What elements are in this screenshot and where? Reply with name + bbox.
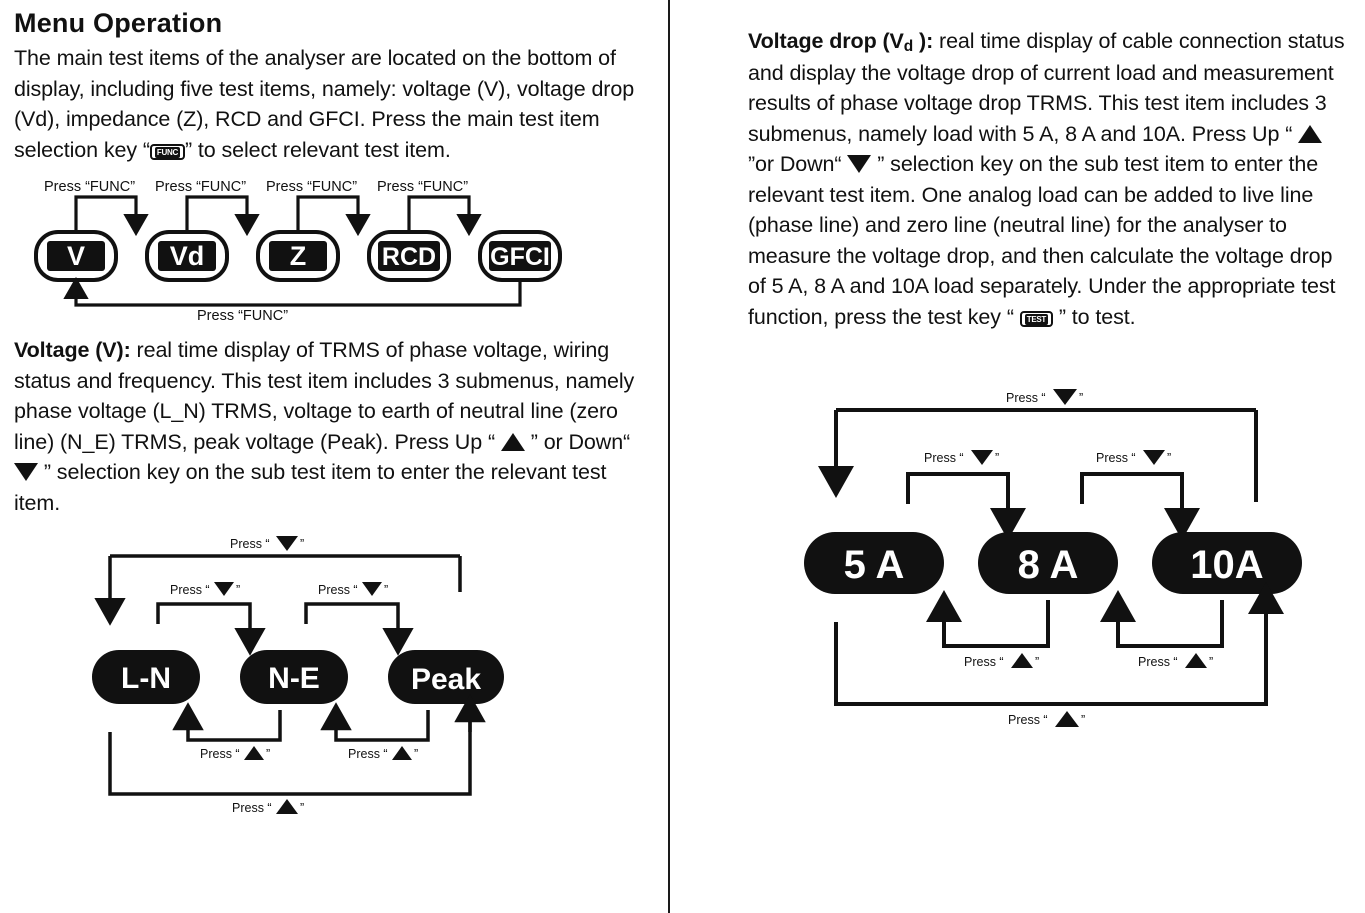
main-menu-diagram-svg [14, 177, 614, 327]
voltage-diagram-label-2-quote: ” [384, 583, 389, 598]
main-menu-node-gfci [480, 232, 560, 280]
main-menu-node-label: V [66, 241, 86, 272]
voltage-diagram-label-4-quote: ” [414, 747, 419, 762]
down-arrow-icon [276, 536, 298, 551]
load-diagram-label-1: Press “ [924, 451, 964, 466]
voltage-diagram-label-3: Press “ [200, 747, 240, 762]
voltage-drop-text-4: ” to test. [1053, 304, 1136, 329]
load-diagram-label-3-quote: ” [1035, 655, 1040, 670]
load-diagram-label-bottom-quote: ” [1081, 713, 1086, 728]
voltage-paragraph-text-3: ” selection key on the sub test item to enter the relevant test item. [14, 460, 607, 515]
up-arrow-icon [1185, 653, 1207, 668]
up-arrow-icon [276, 799, 298, 814]
main-menu-node-v [36, 232, 116, 280]
down-arrow-icon [362, 582, 382, 596]
up-arrow-icon [1055, 711, 1079, 727]
voltage-node-label: L-N [121, 662, 171, 696]
intro-paragraph [14, 43, 654, 165]
down-arrow-icon [1053, 389, 1077, 405]
voltage-heading: Voltage (V): [14, 338, 131, 363]
func-key-label: FUNC [156, 147, 178, 157]
test-key-icon [1020, 311, 1053, 327]
up-arrow-icon [501, 433, 525, 451]
main-menu-top-label-2: Press “FUNC” [155, 179, 247, 196]
func-key-icon [150, 144, 185, 160]
main-menu-node-label: Vd [169, 241, 205, 272]
down-arrow-icon [14, 463, 38, 481]
right-column [748, 0, 1348, 744]
voltage-submenu-diagram [80, 532, 654, 822]
load-node-10a [1152, 532, 1302, 594]
page-title: Menu Operation [14, 8, 223, 38]
voltage-paragraph-text-1: real time display of TRMS of phase voltage, wiring status and frequency. This test item includes 3 submenus, namely phase voltage (L_N) TRMS, voltage to earth of neutral line (zero line) (N_E) TRMS, peak voltage (Peak). Press Up “ [14, 338, 635, 454]
load-diagram-label-4: Press “ [1138, 655, 1178, 670]
load-node-8a [978, 532, 1118, 594]
voltage-drop-text-3: ” selection key on the sub test item to enter the relevant test item. One analog load can be added to live line (phase line) and zero line (neutral line) for the analyser to measure the voltage drop, and then calculate the voltage drop of 5 A, 8 A and 10A load separately. Under the appropriate test function, press the test key “ [748, 152, 1336, 329]
voltage-node-label: Peak [410, 663, 482, 697]
main-menu-node-vd [147, 232, 227, 280]
voltage-paragraph [14, 335, 654, 518]
voltage-diagram-label-bottom: Press “ [232, 801, 272, 816]
voltage-drop-text-1: real time display of cable connection status and display the voltage drop of current load and measurement results of phase voltage drop TRMS. This test item includes 3 submenus, namely load with 5 A, 8 A and 10A. Press Up “ [748, 29, 1345, 146]
voltage-node-ne [240, 650, 348, 704]
load-diagram-label-top: Press “ [1006, 391, 1046, 406]
voltage-diagram-label-4: Press “ [348, 747, 388, 762]
down-arrow-icon [214, 582, 234, 596]
voltage-diagram-label-1: Press “ [170, 583, 210, 598]
column-divider [668, 0, 670, 913]
voltage-diagram-label-1-quote: ” [236, 583, 241, 598]
voltage-diagram-label-top-quote: ” [300, 537, 305, 552]
up-arrow-icon [1298, 125, 1322, 143]
voltage-submenu-diagram-svg [80, 532, 550, 822]
up-arrow-icon [392, 746, 412, 760]
main-menu-node-rcd [369, 232, 449, 280]
main-menu-top-label-4: Press “FUNC” [377, 179, 469, 196]
load-diagram-label-2-quote: ” [1167, 451, 1172, 466]
main-menu-top-label-1: Press “FUNC” [44, 179, 136, 196]
load-diagram-label-bottom: Press “ [1008, 713, 1048, 728]
voltage-diagram-label-top: Press “ [230, 537, 270, 552]
up-arrow-icon [244, 746, 264, 760]
main-menu-node-label: RCD [381, 243, 437, 272]
main-menu-top-label-3: Press “FUNC” [266, 179, 358, 196]
main-menu-diagram [14, 177, 654, 327]
load-node-label: 5 A [843, 543, 905, 588]
load-diagram-label-2: Press “ [1096, 451, 1136, 466]
left-column [14, 0, 654, 822]
up-arrow-icon [1011, 653, 1033, 668]
down-arrow-icon [1143, 450, 1165, 465]
voltage-node-peak [388, 650, 504, 704]
main-menu-node-z [258, 232, 338, 280]
voltage-node-ln [92, 650, 200, 704]
load-node-5a [804, 532, 944, 594]
voltage-node-label: N-E [268, 662, 320, 696]
voltage-paragraph-text-2: ” or Down“ [524, 429, 631, 454]
load-diagram-label-1-quote: ” [995, 451, 1000, 466]
voltage-diagram-label-2: Press “ [318, 583, 358, 598]
intro-paragraph-text: The main test items of the analyser are located on the bottom of display, including five test items, namely: voltage (V), voltage drop (Vd), impedance (Z), RCD and GFCI. Press the main test item selection key “ [14, 46, 635, 162]
load-diagram-label-4-quote: ” [1209, 655, 1214, 670]
down-arrow-icon [971, 450, 993, 465]
main-menu-bottom-label: Press “FUNC” [197, 308, 289, 325]
load-node-label: 8 A [1017, 543, 1079, 588]
load-diagram-label-3: Press “ [964, 655, 1004, 670]
test-key-label: TEST [1026, 314, 1046, 324]
voltage-drop-text-2: ”or Down“ [748, 152, 848, 177]
voltage-diagram-label-bottom-quote: ” [300, 801, 305, 816]
load-diagram-label-top-quote: ” [1079, 391, 1084, 406]
load-node-label: 10A [1190, 543, 1264, 588]
main-menu-node-label: Z [289, 241, 307, 272]
main-menu-node-label: GFCI [490, 243, 550, 272]
voltage-drop-paragraph [748, 26, 1348, 332]
load-submenu-diagram [796, 384, 1348, 744]
load-submenu-diagram-svg [796, 384, 1326, 744]
voltage-drop-heading-subscript: d [903, 37, 914, 55]
voltage-drop-heading: Voltage drop (Vd ): [748, 29, 934, 55]
voltage-diagram-label-3-quote: ” [266, 747, 271, 762]
down-arrow-icon [847, 155, 871, 173]
intro-paragraph-text-end: ” to select relevant test item. [184, 137, 451, 162]
